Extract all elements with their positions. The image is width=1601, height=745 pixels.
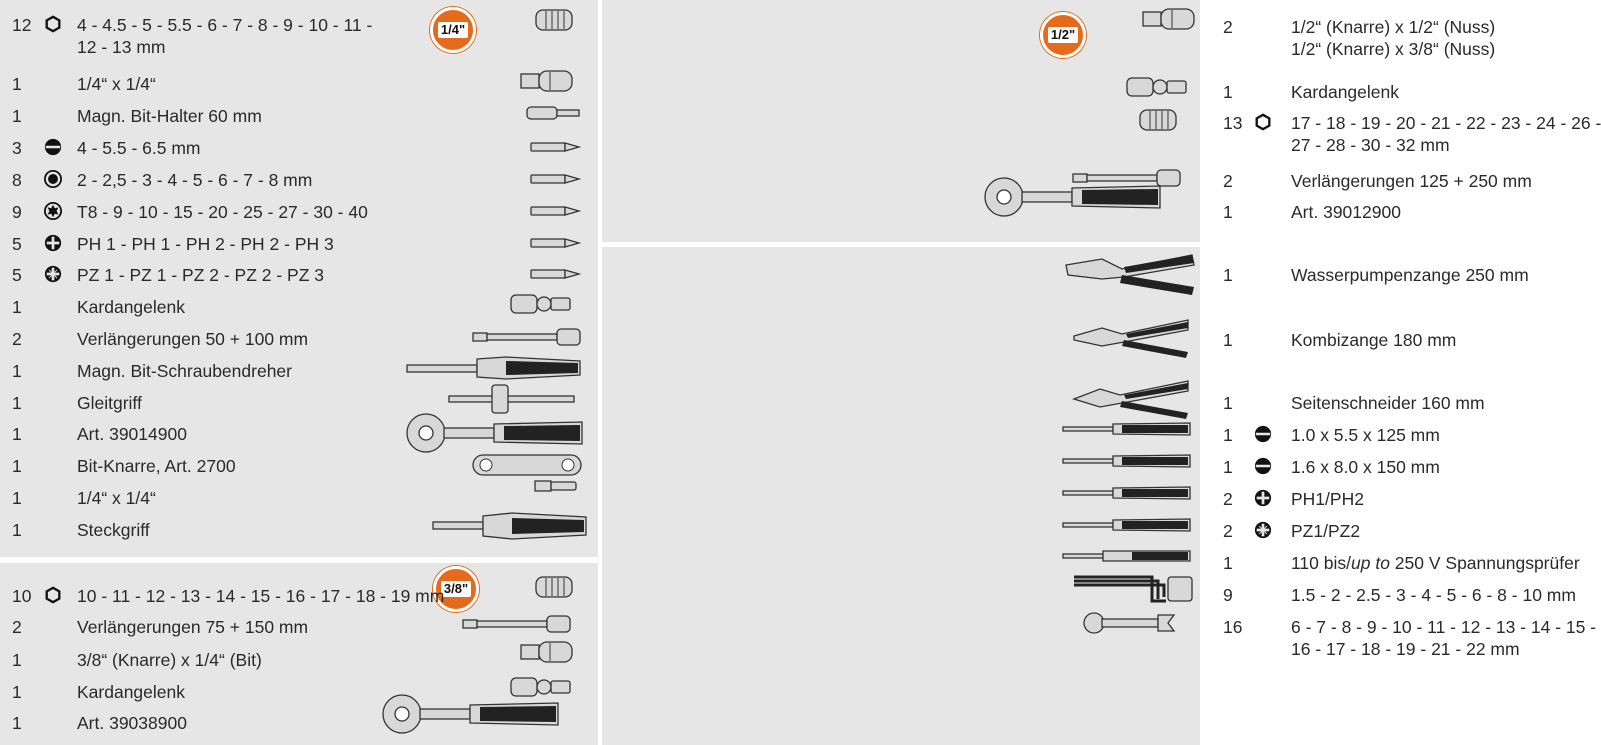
ratchet-tool-icon [380, 693, 560, 740]
item-description [1291, 424, 1440, 446]
list-item [602, 453, 1440, 483]
item-quantity: 1 [12, 456, 22, 476]
item-description [77, 423, 187, 445]
item-quantity: 1 [12, 106, 22, 126]
item-quantity: 2 [12, 617, 22, 637]
bit-tool-icon [530, 236, 580, 254]
bit-tool-icon [530, 267, 580, 285]
item-quantity: 1 [1223, 393, 1233, 413]
description-line: Gleitgriff [77, 393, 142, 413]
item-description [77, 105, 262, 127]
description-line: 1/4“ x 1/4“ [77, 488, 156, 508]
description-line: Kardangelenk [77, 297, 185, 317]
list-item [602, 326, 1457, 356]
pozidriv-icon [1254, 521, 1272, 539]
panel-half-inch [602, 0, 1601, 242]
item-description [1291, 81, 1399, 103]
list-item [0, 516, 598, 546]
phillips-icon [1254, 489, 1272, 507]
list-item [602, 198, 1401, 228]
item-quantity: 1 [12, 650, 22, 670]
ratchet-tool-icon [982, 176, 1162, 223]
item-quantity: 2 [1223, 521, 1233, 541]
item-quantity: 1 [12, 682, 22, 702]
bit-holder-tool-icon [526, 104, 580, 127]
slotted-icon [44, 138, 62, 156]
description-line: 1.5 - 2 - 2.5 - 3 - 4 - 5 - 6 - 8 - 10 mm [1291, 585, 1576, 605]
bit-tool-icon [530, 140, 580, 158]
list-item [602, 517, 1361, 547]
item-quantity: 1 [12, 520, 22, 540]
list-item [0, 709, 598, 739]
description-line: Kardangelenk [1291, 82, 1399, 102]
item-description [77, 585, 444, 607]
side-cutter-icon [1072, 375, 1190, 426]
combination-pliers-icon [1072, 314, 1190, 365]
item-description [77, 392, 142, 414]
list-item [602, 78, 1399, 108]
description-line: T8 - 9 - 10 - 15 - 20 - 25 - 27 - 30 - 40 [77, 202, 368, 222]
description-text-before: 110 bis/ [1291, 553, 1351, 573]
item-description [77, 137, 201, 159]
description-line: PZ 1 - PZ 1 - PZ 2 - PZ 2 - PZ 3 [77, 265, 324, 285]
item-description [77, 233, 334, 255]
description-line: Wasserpumpenzange 250 mm [1291, 265, 1529, 285]
item-quantity: 10 [12, 586, 32, 606]
description-text-em: up to [1351, 553, 1390, 573]
description-line: Steckgriff [77, 520, 150, 540]
list-item [0, 293, 598, 323]
item-quantity: 1 [1223, 553, 1233, 573]
combination-wrench-icon [1080, 611, 1176, 640]
item-quantity: 1 [12, 393, 22, 413]
list-item [602, 485, 1364, 515]
description-line: PH1/PH2 [1291, 489, 1364, 509]
list-item [0, 646, 598, 676]
screwdriver-icon [1062, 485, 1192, 506]
item-quantity: 3 [12, 138, 22, 158]
hex-socket-icon [1254, 113, 1272, 131]
item-description [77, 616, 308, 638]
description-line: Art. 39012900 [1291, 202, 1401, 222]
list-item [0, 420, 598, 450]
description-line: Bit-Knarre, Art. 2700 [77, 456, 236, 476]
adapter-tool-icon [1142, 7, 1196, 36]
phillips-icon [44, 234, 62, 252]
list-item [0, 582, 598, 612]
adapter-tool-icon [520, 69, 574, 98]
item-quantity: 2 [1223, 171, 1233, 191]
item-quantity: 13 [1223, 113, 1243, 133]
description-line: 1/2“ (Knarre) x 1/2“ (Nuss) [1291, 17, 1496, 37]
item-description [1291, 616, 1596, 665]
item-quantity: 1 [12, 488, 22, 508]
item-description [77, 519, 150, 541]
description-line: 27 - 28 - 30 - 32 mm [1291, 135, 1450, 155]
description-line: PH 1 - PH 1 - PH 2 - PH 2 - PH 3 [77, 234, 334, 254]
badge-label: 1/4" [438, 22, 468, 38]
item-quantity: 1 [12, 361, 22, 381]
description-line: Kardangelenk [77, 682, 185, 702]
list-item [602, 261, 1529, 291]
description-line: Verlängerungen 125 + 250 mm [1291, 171, 1532, 191]
list-item [602, 109, 1601, 155]
item-description [77, 681, 185, 703]
pozidriv-icon [44, 265, 62, 283]
panel-hand-tools [602, 247, 1597, 745]
item-description [77, 264, 324, 286]
water-pump-pliers-icon [1062, 245, 1196, 302]
description-line: 3/8“ (Knarre) x 1/4“ (Bit) [77, 650, 262, 670]
description-line: Kombizange 180 mm [1291, 330, 1457, 350]
item-description [77, 649, 262, 671]
item-quantity: 16 [1223, 617, 1243, 637]
item-description [77, 14, 372, 63]
item-quantity: 9 [1223, 585, 1233, 605]
list-item [0, 230, 598, 260]
item-quantity: 2 [1223, 17, 1233, 37]
description-line: 1.0 x 5.5 x 125 mm [1291, 425, 1440, 445]
description-line: 1/2“ (Knarre) x 3/8“ (Nuss) [1291, 39, 1496, 59]
list-item [0, 102, 598, 132]
item-description [1291, 329, 1456, 351]
item-description [77, 712, 187, 734]
description-line: 1/4“ x 1/4“ [77, 74, 156, 94]
item-description [77, 487, 156, 509]
hex-socket-icon [44, 15, 62, 33]
torx-icon [44, 202, 62, 220]
adapter-tool-icon [520, 640, 574, 669]
item-quantity: 1 [1223, 82, 1233, 102]
voltage-tester-icon [1062, 549, 1192, 568]
description-line: 10 - 11 - 12 - 13 - 14 - 15 - 16 - 17 - 18 - 19 mm [77, 586, 445, 606]
item-description [1291, 488, 1364, 510]
list-item [0, 134, 598, 164]
screwdriver-icon [1062, 453, 1192, 474]
list-item [602, 389, 1485, 419]
item-description [1291, 584, 1576, 606]
list-item [602, 421, 1440, 451]
item-quantity: 2 [12, 329, 22, 349]
socket-tool-icon [534, 574, 574, 605]
description-line: Art. 39038900 [77, 713, 187, 733]
item-quantity: 5 [12, 265, 22, 285]
description-text-after: 250 V Spannungsprüfer [1389, 553, 1580, 573]
item-description [77, 328, 308, 350]
description-line: Verlängerungen 75 + 150 mm [77, 617, 309, 637]
universal-joint-tool-icon [510, 291, 572, 322]
item-description [1291, 520, 1360, 542]
list-item [602, 13, 1496, 59]
socket-tool-icon [1138, 107, 1178, 138]
item-quantity: 1 [12, 74, 22, 94]
extension-tool-icon [462, 613, 572, 640]
item-quantity: 5 [12, 234, 22, 254]
item-description [77, 201, 368, 223]
item-description [1291, 170, 1532, 192]
hex-bit-icon [44, 170, 62, 188]
list-item [0, 325, 598, 355]
list-item [0, 261, 598, 291]
list-item [0, 11, 598, 57]
bit-tool-icon [530, 172, 580, 190]
socket-tool-icon [534, 7, 574, 38]
description-line: Magn. Bit-Schraubendreher [77, 361, 292, 381]
description-line: 17 - 18 - 19 - 20 - 21 - 22 - 23 - 24 - 26 - [1291, 113, 1601, 133]
slotted-icon [1254, 425, 1272, 443]
item-quantity: 1 [12, 424, 22, 444]
item-quantity: 9 [12, 202, 22, 222]
item-description [1291, 392, 1485, 414]
screwdriver-icon [1062, 517, 1192, 538]
description-line: 16 - 17 - 18 - 19 - 21 - 22 mm [1291, 639, 1520, 659]
description-line: Magn. Bit-Halter 60 mm [77, 106, 262, 126]
item-description [1291, 201, 1401, 223]
description-line: PZ1/PZ2 [1291, 521, 1361, 541]
item-description [1291, 16, 1495, 65]
spinner-handle-tool-icon [432, 508, 588, 549]
item-description [77, 169, 312, 191]
item-quantity: 1 [12, 297, 22, 317]
hex-key-set-icon [1072, 571, 1196, 612]
description-line: Seitenschneider 160 mm [1291, 393, 1485, 413]
list-item [0, 166, 598, 196]
list-item [0, 613, 598, 643]
list-item [0, 70, 598, 100]
description-line: 4 - 5.5 - 6.5 mm [77, 138, 201, 158]
item-quantity: 1 [1223, 265, 1233, 285]
list-item [0, 452, 598, 482]
description-line: 2 - 2,5 - 3 - 4 - 5 - 6 - 7 - 8 mm [77, 170, 313, 190]
item-description [77, 296, 185, 318]
description-line: 4 - 4.5 - 5 - 5.5 - 6 - 7 - 8 - 9 - 10 - 11 - [77, 15, 373, 35]
item-description [77, 360, 292, 382]
item-description [77, 455, 236, 477]
description-line [1291, 552, 1580, 574]
slotted-icon [1254, 457, 1272, 475]
item-quantity: 8 [12, 170, 22, 190]
hex-socket-icon [44, 586, 62, 604]
adapter-small-tool-icon [534, 478, 578, 499]
list-item [0, 198, 598, 228]
description-line: 12 - 13 mm [77, 37, 166, 57]
description-line: Art. 39014900 [77, 424, 187, 444]
item-description [1291, 112, 1601, 161]
item-quantity: 12 [12, 15, 32, 35]
item-quantity: 1 [1223, 202, 1233, 222]
description-line: 6 - 7 - 8 - 9 - 10 - 11 - 12 - 13 - 14 - 15 - [1291, 617, 1597, 637]
description-line: Verlängerungen 50 + 100 mm [77, 329, 309, 349]
panel-quarter-inch [0, 0, 598, 557]
item-quantity: 1 [1223, 330, 1233, 350]
description-line: 1.6 x 8.0 x 150 mm [1291, 457, 1440, 477]
badge-label: 1/2" [1048, 27, 1078, 43]
extension-tool-icon [472, 326, 582, 353]
list-item [602, 581, 1576, 611]
item-description [1291, 552, 1580, 574]
item-quantity: 1 [12, 713, 22, 733]
panel-three-eighths-inch [0, 563, 598, 745]
item-quantity: 2 [1223, 489, 1233, 509]
screwdriver-icon [1062, 421, 1192, 442]
item-quantity: 1 [1223, 457, 1233, 477]
badge-label: 3/8" [441, 581, 471, 597]
list-item [602, 613, 1597, 659]
universal-joint-tool-icon [1126, 74, 1188, 105]
item-description [77, 73, 156, 95]
bit-tool-icon [530, 204, 580, 222]
item-description [1291, 264, 1529, 286]
item-quantity: 1 [1223, 425, 1233, 445]
item-description [1291, 456, 1440, 478]
